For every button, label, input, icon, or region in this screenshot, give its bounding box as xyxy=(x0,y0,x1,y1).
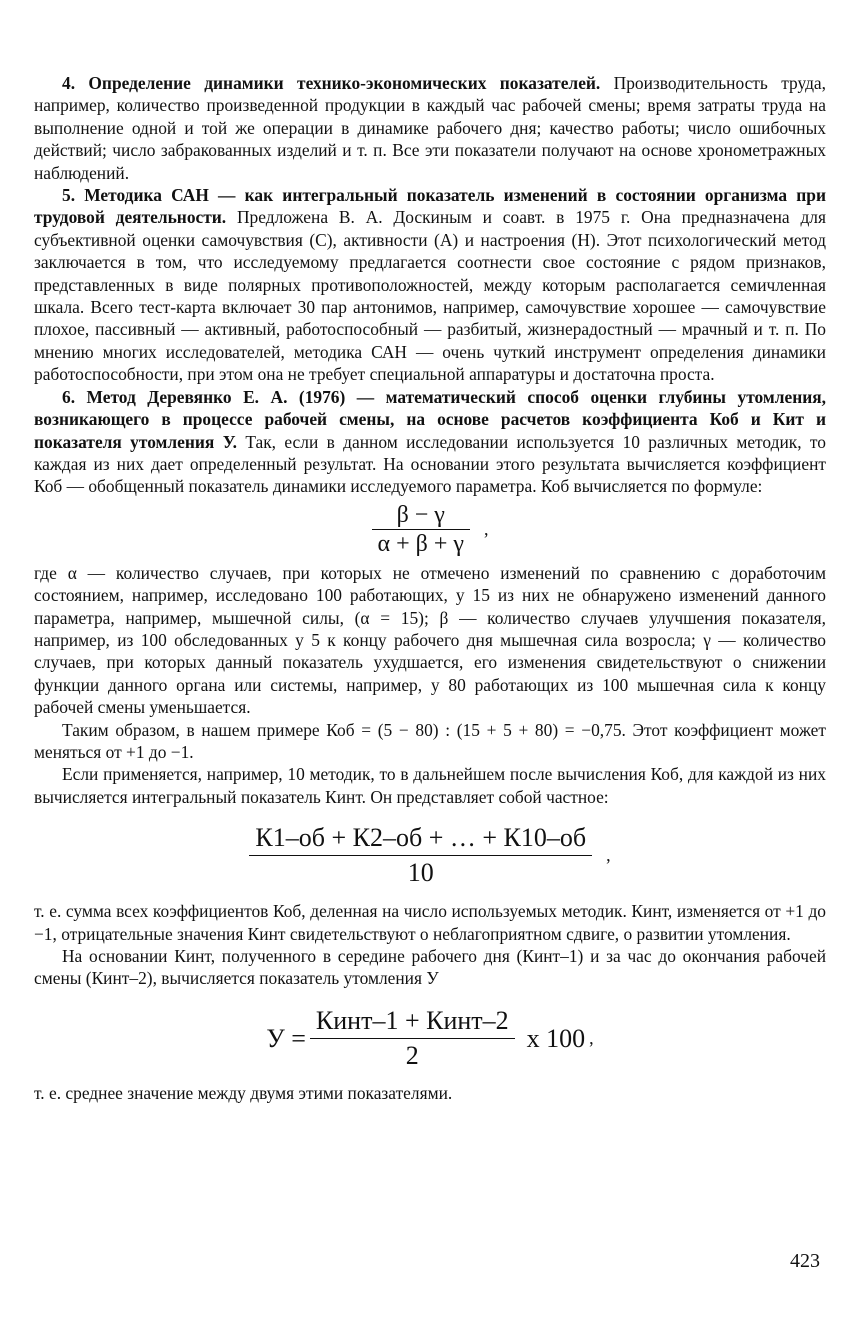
section-6-text: Так, если в данном исследовании используется 10 различных методик, то каждая из них дает определенный результат. На основании этого результата вычисляется коэффициент Коб — обобщенный показатель динамики исследуемого параметра. Коб вычисляется по формуле: xyxy=(34,431,826,497)
formula-fatigue-fraction xyxy=(310,1005,515,1072)
formula-k-ob-denominator: α + β + γ xyxy=(377,531,464,558)
section-4-paragraph xyxy=(34,72,826,184)
formula-k-int-punct: , xyxy=(606,844,611,865)
formula-fatigue-denominator: 2 xyxy=(405,1041,419,1071)
formula-fatigue-multiplier: x 100 xyxy=(526,1023,586,1053)
formula-k-int-fraction xyxy=(249,822,592,889)
section-5-text: Предложена В. А. Доскиным и соавт. в 1975 г. Она предназначена для субъективной оценки самочувствия (С), активности (А) и настроения (Н). Этот психологический метод заключается в том, что исследуемому предлагается соотнести свое состояние с рядом признаков, представленных в виде полярных противоположностей, между которым располагается семичленная шкала. Всего тест-карта включает 30 пар антонимов, например, самочувствие хорошее — самочувствие плохое, пассивный — активный, работоспособный — разбитый, жизнерадостный — мрачный и т. п. По мнению многих исследователей, методика САН — очень чуткий инструмент определения динамики работоспособности, при этом она не требует специальной аппаратуры и достаточна проста. xyxy=(34,207,826,385)
formula-k-int-denominator: 10 xyxy=(407,857,434,887)
formula-k-int-numerator: К1–об + К2–об + … + К10–об xyxy=(255,822,587,852)
formula-k-ob xyxy=(34,502,826,558)
formula-k-int xyxy=(34,818,826,892)
formula-k-ob-numerator: β − γ xyxy=(396,502,445,529)
example-paragraph: Таким образом, в нашем примере Коб = (5 − 80) : (15 + 5 + 80) = −0,75. Этот коэффициент может меняться от +1 до −1. xyxy=(34,719,826,762)
section-4-text: Производительность труда, например, количество произведенной продукции в каждый час рабочей смены; время затраты труда на выполнение одной и той же операции в динамике рабочего дня; качество работы; число ошибочных действий; число забракованных изделий и т. п. Все эти показатели получают на основе хронометражных наблюдений. xyxy=(34,73,826,183)
formula-k-ob-punct: , xyxy=(483,519,489,540)
section-4-heading: 4. Определение динамики технико-экономических показателей. xyxy=(62,73,601,93)
section-6-paragraph xyxy=(34,386,826,498)
formula-fatigue-numerator: Кинт–1 + Кинт–2 xyxy=(315,1006,509,1036)
formula-fatigue-lhs: У = xyxy=(266,1023,306,1053)
formula-fatigue-punct: , xyxy=(589,1028,594,1049)
section-6-heading: 6. Метод Деревянко Е. А. (1976) — математический способ оценки глубины утомления, возникающего в процессе рабочей смены, на основе расчетов коэффициента Коб и Кит и показателя утомления У. xyxy=(34,386,826,452)
methods-paragraph: Если применяется, например, 10 методик, то в дальнейшем после вычисления Коб, для каждой из них вычисляется интегральный показатель Кинт. Он представляет собой частное: xyxy=(34,764,826,807)
page-number: 423 xyxy=(790,1250,820,1272)
sum-paragraph: т. е. сумма всех коэффициентов Коб, деленная на число используемых методик. Кинт, изменяется от +1 до −1, отрицательные значения Кинт свидетельствуют о неблагоприятном сдвиге, о развитии утомления. xyxy=(34,901,826,944)
where-paragraph: где α — количество случаев, при которых не отмечено изменений по сравнению с доработочим состоянием, например, исследовано 100 работающих, у 15 из них не обнаружено изменений данного параметра, например, мышечной силы, (α = 15); β — количество случаев улучшения показателя, например, из 100 обследованных у 5 к концу рабочего дня мышечная сила возросла; γ — количество случаев, при которых данный показатель ухудшается, его изменения свидетельствуют о снижении функции данного органа или системы, например, у 80 работающих из 100 мышечная сила к концу рабочей смены уменьшается. xyxy=(34,562,826,718)
basis-paragraph: На основании Кинт, полученного в середине рабочего дня (Кинт–1) и за час до окончания рабочей смены (Кинт–2), вычисляется показатель утомления У xyxy=(34,946,826,989)
formula-fatigue xyxy=(34,1002,826,1076)
section-5-heading: 5. Методика САН — как интегральный показатель изменений в состоянии организма при трудовой деятельности. xyxy=(34,185,826,228)
page-body xyxy=(34,72,826,1104)
section-5-paragraph xyxy=(34,184,826,386)
final-paragraph: т. е. среднее значение между двумя этими показателями. xyxy=(34,1082,453,1103)
formula-k-ob-fraction xyxy=(372,502,470,557)
